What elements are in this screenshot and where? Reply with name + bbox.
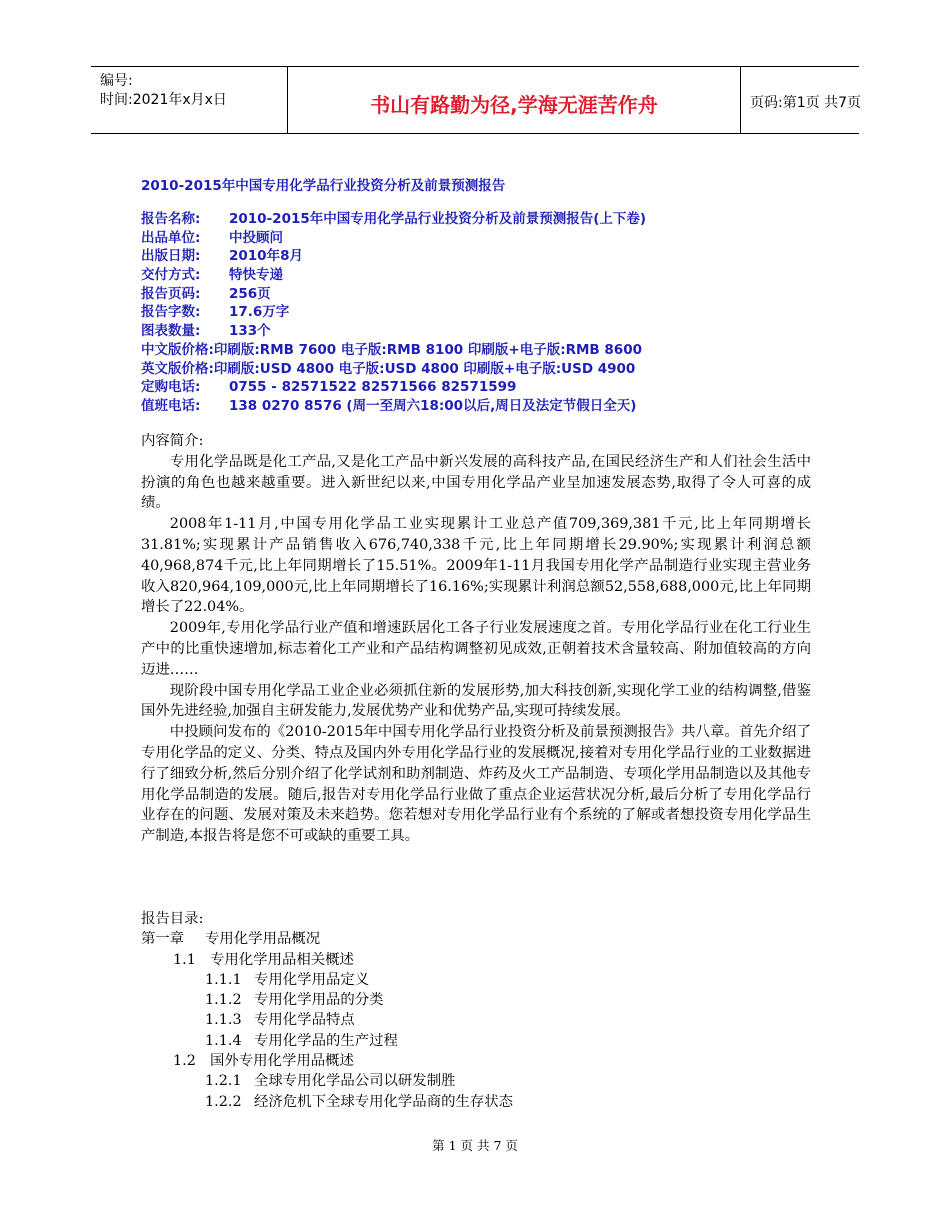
toc-number: 第一章 [141,931,185,948]
page-header [91,66,859,134]
info-row [141,303,646,322]
report-info [141,210,646,416]
toc-item [141,1071,513,1091]
toc-number: 1.1.4 [205,1032,242,1049]
toc-number: 1.1.3 [205,1012,242,1029]
toc-label: 报告目录: [141,911,204,927]
toc-item [141,1051,513,1071]
toc-number: 1.1 [173,951,196,968]
toc-title: 专用化学品特点 [254,1012,355,1029]
info-row [141,322,646,341]
header-page-number: 页码:第1页 共7页 [750,95,861,111]
info-value: 0755 - 82571522 82571566 82571599 [229,379,517,396]
paragraph: 专用化学品既是化工产品,又是化工产品中新兴发展的高科技产品,在国民经济生产和人们社会生活中扮演的角色也越来越重要。进入新世纪以来,中国专用化学品产业呈加速发展态势,取得了令人可喜的成绩。 [141,453,811,512]
info-row [141,397,646,416]
toc-title: 专用化学用品的分类 [254,992,384,1009]
info-value: 133个 [229,323,271,340]
toc-number: 1.2.2 [205,1093,242,1110]
info-key: 值班电话: [141,397,201,414]
table-of-contents [141,909,513,1112]
info-key: 交付方式: [141,267,201,284]
paragraph: 2008年1-11月,中国专用化学品工业实现累计工业总产值709,369,381千元,比上年同期增长31.81%;实现累计产品销售收入676,740,338千元,比上年同期增长29.90%;实现累计利润总额40,968,874千元,比上年同期增长了15.51%。2009年1-11月我国专用化学产品制造行业实现主营业务收入820,964,109,000元,比上年同期增长了16.16%;实现累计利润总额52,558,688,000元,比上年同期增长了22.04%。 [141,516,811,616]
toc-title: 专用化学品的生产过程 [254,1032,398,1049]
page-footer: 第 1 页 共 7 页 [432,1138,518,1153]
intro-label: 内容简介: [141,433,204,449]
info-value: 138 0270 8576 (周一至周六18:00以后,周日及法定节假日全天) [229,397,637,414]
toc-number: 1.2 [173,1053,196,1070]
header-right-cell [740,67,859,133]
info-value: 2010-2015年中国专用化学品行业投资分析及前景预测报告(上下卷) [229,211,647,227]
toc-number: 1.1.2 [205,992,242,1009]
paragraph: 现阶段中国专用化学品工业企业必须抓住新的发展形势,加大科技创新,实现化学工业的结构调整,借鉴国外先进经验,加强自主研发能力,发展优势产业和优势产品,实现可持续发展。 [141,682,811,720]
info-row [141,229,646,248]
info-value: 2010年8月 [229,248,303,265]
info-row [141,210,646,229]
info-row [141,378,646,397]
toc-item [141,1031,513,1051]
info-value: 256页 [229,285,271,302]
paragraph: 中投顾问发布的《2010-2015年中国专用化学品行业投资分析及前景预测报告》共八章。首先介绍了专用化学品的定义、分类、特点及国内外专用化学品行业的发展概况,接着对专用化学品行业的工业数据进行了细致分析,然后分别介绍了化学试剂和助剂制造、炸药及火工产品制造、专项化学用品制造以及其他专用化学品制造的发展。随后,报告对专用化学品行业做了重点企业运营状况分析,最后分析了专用化学品行业存在的问题、发展对策及未来趋势。您若想对专用化学品行业有个系统的了解或者想投资专用化学品生产制造,本报告将是您不可或缺的重要工具。 [141,724,811,845]
toc-title: 专用化学用品定义 [254,971,370,988]
info-value: 印刷版:USD 4800 电子版:USD 4800 印刷版+电子版:USD 4900 [213,360,636,377]
toc-title: 经济危机下全球专用化学品商的生存状态 [254,1093,514,1110]
info-value: 中投顾问 [229,229,283,246]
info-row [141,247,646,266]
info-key: 中文版价格: [141,341,214,358]
time-label: 时间:2021年x月x日 [100,92,227,108]
info-row [141,285,646,304]
info-key: 出品单位: [141,229,201,246]
toc-item [141,970,513,990]
toc-item [141,1092,513,1112]
info-key: 出版日期: [141,248,201,265]
toc-item [141,990,513,1010]
header-left-cell [91,67,287,133]
info-row [141,266,646,285]
toc-title: 全球专用化学品公司以研发制胜 [254,1073,456,1090]
info-key: 定购电话: [141,379,201,396]
header-motto: 书山有路勤为径,学海无涯苦作舟 [370,93,658,117]
toc-item [141,1010,513,1030]
info-row [141,341,646,360]
info-row [141,360,646,379]
paragraph: 2009年,专用化学品行业产值和增速跃居化工各子行业发展速度之首。专用化学品行业在化工行业生产中的比重快速增加,标志着化工产业和产品结构调整初见成效,正朝着技术含量较高、附加值较高的方向迈进…… [141,620,811,678]
toc-title: 专用化学用品概况 [205,931,321,948]
info-key: 报告字数: [141,304,201,321]
info-key: 报告页码: [141,285,201,302]
header-motto-cell [287,67,741,133]
info-value: 17.6万字 [229,304,290,321]
info-value: 特快专递 [229,267,283,284]
info-key: 图表数量: [141,323,201,340]
content-summary [141,431,811,847]
toc-item [141,950,513,970]
toc-number: 1.2.1 [205,1073,242,1090]
toc-number: 1.1.1 [205,971,242,988]
info-key: 英文版价格: [141,360,214,377]
toc-title: 国外专用化学用品概述 [210,1053,354,1070]
serial-label: 编号: [100,73,133,89]
toc-item [141,929,513,949]
toc-title: 专用化学用品相关概述 [210,951,354,968]
info-value: 印刷版:RMB 7600 电子版:RMB 8100 印刷版+电子版:RMB 8600 [213,341,642,358]
report-title: 2010-2015年中国专用化学品行业投资分析及前景预测报告 [141,178,506,194]
info-key: 报告名称: [141,211,201,227]
